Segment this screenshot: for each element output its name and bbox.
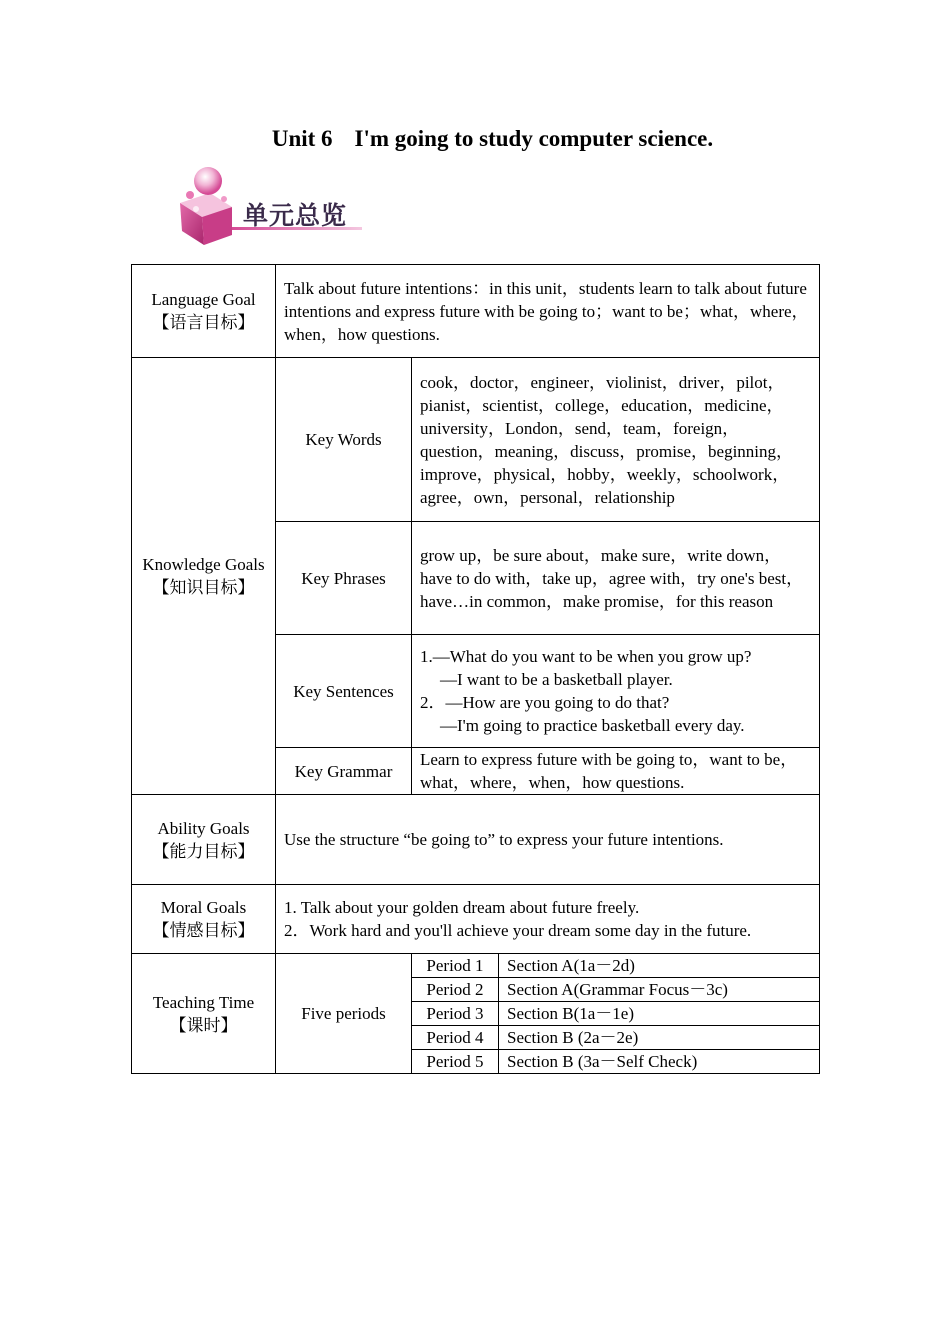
unit-title: I'm going to study computer science. bbox=[354, 126, 714, 151]
language-goal-label: Language Goal 【语言目标】 bbox=[132, 265, 276, 358]
language-goal-content: Talk about future intentions：in this unit，students learn to talk about future intentions and express future with be going to；want to be；what，where，when，how questions. bbox=[276, 265, 820, 358]
key-phrases-content: grow up，be sure about，make sure，write down，have to do with，take up，agree with，try one's best，have…in common，make promise，for this reason bbox=[412, 522, 820, 635]
period-section: Section B (2a－2e) bbox=[499, 1026, 820, 1050]
period-section: Section B (3a－Self Check) bbox=[507, 1052, 698, 1071]
key-grammar-content: Learn to express future with be going to，want to be，what，where，when，how questions. bbox=[412, 748, 820, 795]
ability-goals-label: Ability Goals 【能力目标】 bbox=[132, 795, 276, 885]
key-grammar-label: Key Grammar bbox=[276, 748, 412, 795]
knowledge-goals-label: Knowledge Goals 【知识目标】 bbox=[132, 358, 276, 795]
period-row bbox=[412, 1050, 819, 1074]
period-label: Period 3 bbox=[412, 1002, 499, 1026]
page-title bbox=[0, 126, 950, 152]
moral-goals-label: Moral Goals 【情感目标】 bbox=[132, 885, 276, 954]
key-sentences-content: 1.—What do you want to be when you grow up? —I want to be a basketball player. 2．—How are you going to do that? —I'm going to practice basketball every day. bbox=[412, 635, 820, 748]
key-sentences-label: Key Sentences bbox=[276, 635, 412, 748]
period-row bbox=[412, 954, 819, 978]
period-row bbox=[412, 1026, 819, 1050]
period-section: Section A(1a－2d) bbox=[499, 954, 820, 978]
period-label: Period 2 bbox=[412, 978, 499, 1002]
period-section: Section A(Grammar Focus－3c) bbox=[499, 978, 820, 1002]
teaching-time-label: Teaching Time 【课时】 bbox=[132, 954, 276, 1074]
key-words-label: Key Words bbox=[276, 358, 412, 522]
period-label: Period 5 bbox=[412, 1050, 499, 1074]
teaching-time-summary: Five periods bbox=[276, 954, 412, 1074]
periods-table bbox=[412, 954, 819, 1073]
period-row bbox=[412, 1002, 819, 1026]
unit-label: Unit 6 bbox=[271, 126, 333, 151]
row-key-words bbox=[132, 358, 820, 522]
period-label: Period 1 bbox=[412, 954, 499, 978]
row-ability-goals bbox=[132, 795, 820, 885]
period-label: Period 4 bbox=[412, 1026, 499, 1050]
period-row bbox=[412, 978, 819, 1002]
period-section: Section B(1a－1e) bbox=[499, 1002, 820, 1026]
banner-label: 单元总览 bbox=[243, 201, 348, 230]
row-language-goal bbox=[132, 265, 820, 358]
periods-cell bbox=[412, 954, 820, 1074]
ability-goals-content: Use the structure “be going to” to express your future intentions. bbox=[276, 795, 820, 885]
unit-overview-table bbox=[131, 264, 820, 1074]
key-words-content: cook，doctor，engineer，violinist，driver，pilot，pianist，scientist，college，education，medicine，university，London，send，team，foreign，question，meaning，discuss，promise，beginning，improve，physical，hobby，weekly，schoolwork，agree，own，personal，relationship bbox=[412, 358, 820, 522]
moral-goals-content: 1. Talk about your golden dream about future freely. 2．Work hard and you'll achieve your dream some day in the future. bbox=[276, 885, 820, 954]
key-phrases-label: Key Phrases bbox=[276, 522, 412, 635]
row-teaching-time bbox=[132, 954, 820, 1074]
row-moral-goals bbox=[132, 885, 820, 954]
